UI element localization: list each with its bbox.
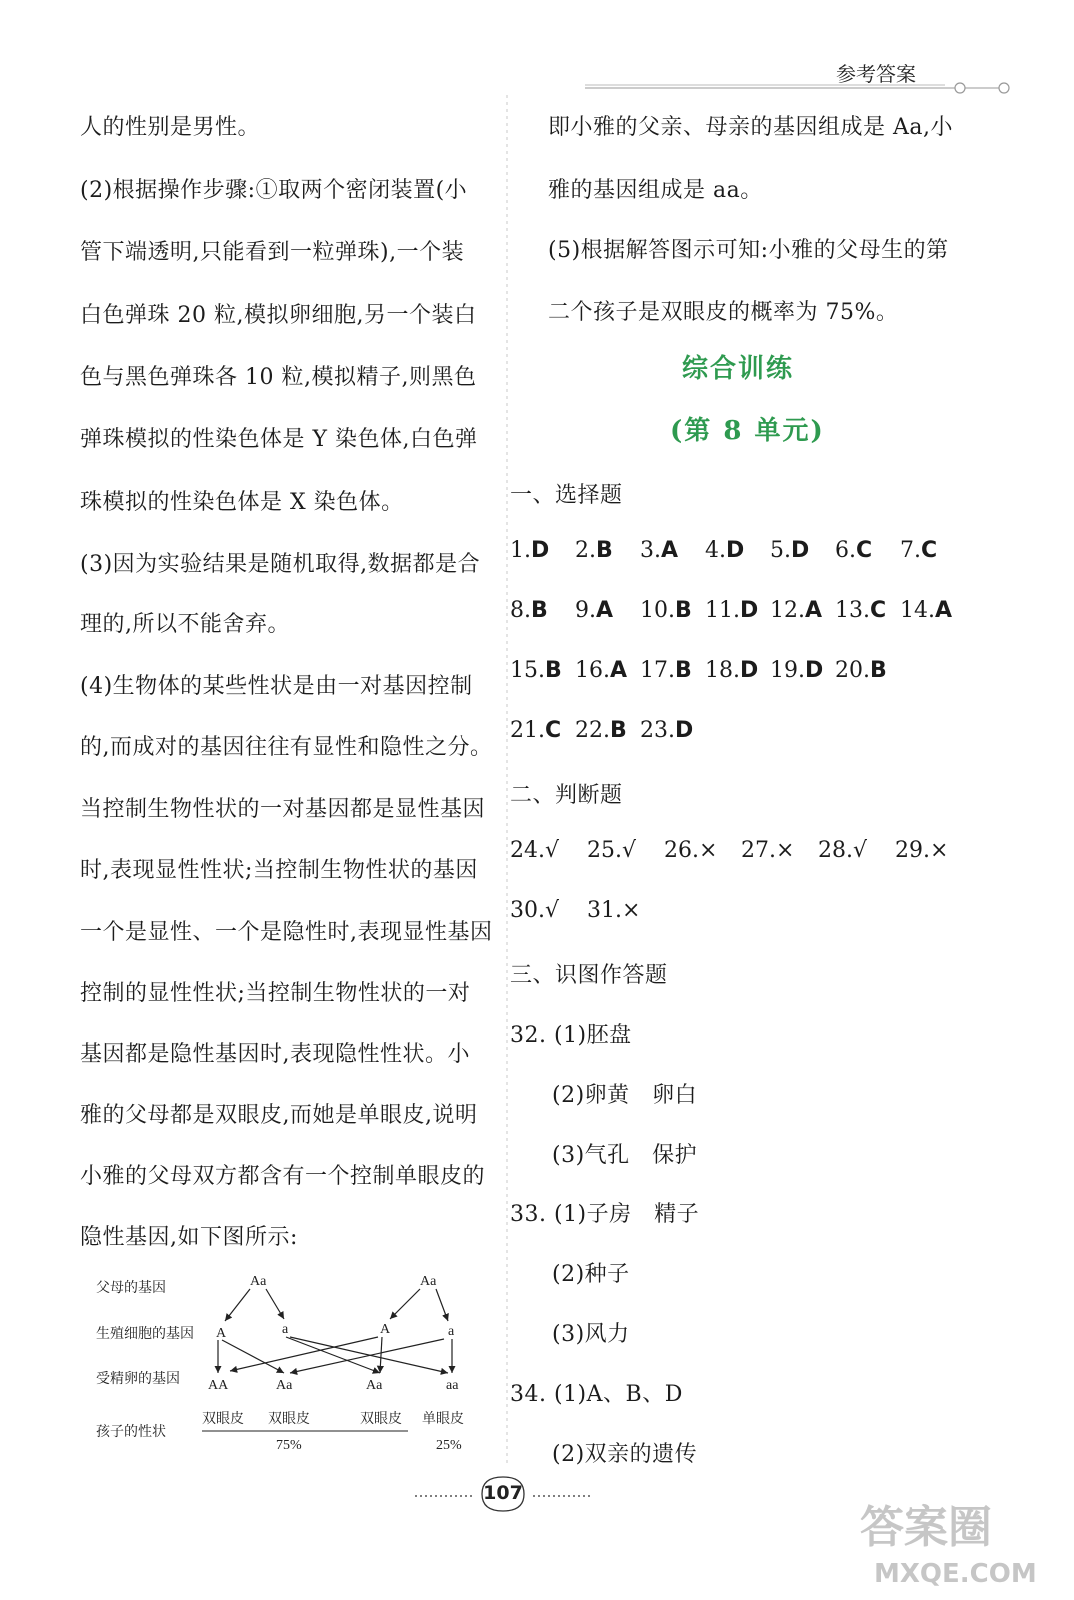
- answer-value: A: [935, 598, 953, 623]
- answer-number: 9.: [575, 598, 596, 623]
- answer-number: 3.: [640, 538, 661, 563]
- page-number: 107: [483, 1482, 523, 1504]
- answer-value: D: [805, 658, 824, 683]
- left-line: (2)根据操作步骤:①取两个密闭装置(小: [80, 178, 468, 203]
- answer-value: C: [545, 718, 562, 743]
- row-label-parents: 父母的基因: [96, 1280, 166, 1296]
- gamete-gene: A: [216, 1326, 227, 1341]
- right-line: 二个孩子是双眼皮的概率为 75%。: [548, 300, 899, 325]
- answer-number: 27.: [741, 838, 776, 863]
- child-trait: 双眼皮: [202, 1411, 244, 1427]
- zygote-gene: aa: [446, 1378, 459, 1393]
- answer-number: 15.: [510, 658, 545, 683]
- answer-item: [835, 538, 872, 563]
- answer-value: D: [791, 538, 810, 563]
- left-line: 一个是显性、一个是隐性时,表现显性基因: [80, 920, 493, 945]
- section-title: 综合训练: [682, 354, 795, 384]
- answer-item: [900, 538, 937, 563]
- answer-value: A: [661, 538, 679, 563]
- answer-value: C: [856, 538, 873, 563]
- answer-item: [705, 658, 758, 683]
- left-line: 管下端透明,只能看到一粒弹珠),一个装: [80, 240, 465, 265]
- zygote-gene: Aa: [366, 1378, 383, 1393]
- answer-value: D: [726, 538, 745, 563]
- answer-item: [835, 598, 886, 623]
- right-line: (5)根据解答图示可知:小雅的父母生的第: [548, 238, 949, 263]
- left-line: 隐性基因,如下图所示:: [80, 1225, 298, 1250]
- answer-value: ×: [930, 838, 949, 863]
- left-line: 时,表现显性性状;当控制生物性状的基因: [80, 858, 478, 883]
- part3-line: (2)卵黄 卵白: [552, 1083, 698, 1108]
- answer-value: ×: [699, 838, 718, 863]
- gamete-gene: a: [448, 1324, 455, 1339]
- percent-single: 25%: [436, 1438, 462, 1453]
- answer-number: 4.: [705, 538, 726, 563]
- answer-value: B: [610, 718, 627, 743]
- answer-number: 17.: [640, 658, 675, 683]
- page-header-title: 参考答案: [836, 62, 916, 86]
- answer-number: 18.: [705, 658, 740, 683]
- left-line: 基因都是隐性基因时,表现隐性性状。小: [80, 1042, 470, 1067]
- answer-number: 26.: [664, 838, 699, 863]
- answer-item: [705, 598, 758, 623]
- answer-item: [510, 838, 559, 863]
- answer-item: [770, 658, 823, 683]
- answer-number: 11.: [705, 598, 740, 623]
- child-trait: 单眼皮: [422, 1411, 464, 1427]
- answer-value: A: [596, 598, 614, 623]
- gamete-gene: A: [380, 1322, 391, 1337]
- answer-number: 25.: [587, 838, 622, 863]
- answer-value: √: [545, 838, 560, 863]
- row-label-gametes: 生殖细胞的基因: [96, 1326, 194, 1342]
- header-rule: [585, 80, 1015, 96]
- answer-item: [575, 718, 627, 743]
- answer-value: A: [610, 658, 628, 683]
- left-line: 人的性别是男性。: [80, 115, 261, 140]
- right-line: 雅的基因组成是 aa。: [548, 178, 763, 203]
- left-line: 弹珠模拟的性染色体是 Y 染色体,白色弹: [80, 427, 478, 452]
- inheritance-diagram: [90, 1265, 500, 1470]
- answer-item: [510, 718, 561, 743]
- row-label-zygotes: 受精卵的基因: [96, 1371, 180, 1387]
- left-line: 珠模拟的性染色体是 X 染色体。: [80, 490, 404, 515]
- answer-item: [770, 538, 809, 563]
- part3-line: 34. (1)A、B、D: [510, 1382, 683, 1407]
- column-divider: [505, 95, 509, 1465]
- answer-value: A: [805, 598, 823, 623]
- part3-title: 三、识图作答题: [510, 963, 668, 988]
- answer-value: B: [531, 598, 548, 623]
- answer-item: [575, 538, 613, 563]
- answer-value: ×: [622, 898, 641, 923]
- answer-number: 8.: [510, 598, 531, 623]
- left-line: 雅的父母都是双眼皮,而她是单眼皮,说明: [80, 1103, 478, 1128]
- answer-item: [510, 898, 559, 923]
- answer-number: 16.: [575, 658, 610, 683]
- answer-number: 30.: [510, 898, 545, 923]
- answer-number: 1.: [510, 538, 531, 563]
- part1-title: 一、选择题: [510, 483, 623, 508]
- right-line: 即小雅的父亲、母亲的基因组成是 Aa,小: [548, 115, 953, 140]
- part3-line: (3)气孔 保护: [552, 1143, 698, 1168]
- parent-gene: Aa: [250, 1274, 267, 1289]
- answer-item: [575, 598, 613, 623]
- answer-value: C: [921, 538, 938, 563]
- answer-item: [587, 898, 640, 923]
- answer-item: [640, 598, 692, 623]
- answer-value: B: [596, 538, 613, 563]
- row-label-traits: 孩子的性状: [96, 1424, 166, 1440]
- answer-value: √: [545, 898, 560, 923]
- answer-value: B: [870, 658, 887, 683]
- answer-number: 7.: [900, 538, 921, 563]
- answer-item: [587, 838, 636, 863]
- part3-line: (2)种子: [552, 1262, 630, 1287]
- zygote-gene: Aa: [276, 1378, 293, 1393]
- answer-value: √: [622, 838, 637, 863]
- watermark-logo-text: 答案圈: [860, 1502, 992, 1553]
- child-trait: 双眼皮: [360, 1411, 402, 1427]
- answer-number: 2.: [575, 538, 596, 563]
- answer-number: 6.: [835, 538, 856, 563]
- gamete-gene: a: [282, 1322, 289, 1337]
- answer-number: 22.: [575, 718, 610, 743]
- answer-item: [770, 598, 822, 623]
- left-line: 理的,所以不能舍弃。: [80, 612, 290, 637]
- child-trait: 双眼皮: [268, 1411, 310, 1427]
- answer-value: B: [675, 598, 692, 623]
- part3-line: 33. (1)子房 精子: [510, 1202, 700, 1227]
- answer-value: D: [531, 538, 550, 563]
- answer-value: C: [870, 598, 887, 623]
- left-line: 当控制生物性状的一对基因都是显性基因: [80, 797, 486, 822]
- answer-number: 24.: [510, 838, 545, 863]
- left-line: 白色弹珠 20 粒,模拟卵细胞,另一个装白: [80, 303, 477, 328]
- answer-item: [835, 658, 887, 683]
- answer-number: 13.: [835, 598, 870, 623]
- left-line: (4)生物体的某些性状是由一对基因控制: [80, 674, 473, 699]
- answer-value: B: [545, 658, 562, 683]
- answer-number: 23.: [640, 718, 675, 743]
- answer-value: √: [853, 838, 868, 863]
- site-watermark: [840, 1490, 1050, 1590]
- answer-value: D: [740, 658, 759, 683]
- answer-item: [895, 838, 948, 863]
- answer-number: 5.: [770, 538, 791, 563]
- left-line: 色与黑色弹珠各 10 粒,模拟精子,则黑色: [80, 365, 477, 390]
- watermark-url: MXQE.COM: [874, 1559, 1037, 1589]
- answer-item: [510, 598, 548, 623]
- part2-title: 二、判断题: [510, 783, 623, 808]
- answer-item: [705, 538, 744, 563]
- left-line: (3)因为实验结果是随机取得,数据都是合: [80, 552, 481, 577]
- left-line: 控制的显性性状;当控制生物性状的一对: [80, 981, 471, 1006]
- zygote-gene: AA: [208, 1378, 229, 1393]
- answer-item: [640, 718, 693, 743]
- answer-number: 19.: [770, 658, 805, 683]
- answer-item: [741, 838, 794, 863]
- answer-item: [900, 598, 952, 623]
- answer-value: B: [675, 658, 692, 683]
- percent-double: 75%: [276, 1438, 302, 1453]
- section-subtitle: (第 8 单元): [670, 416, 825, 446]
- answer-value: D: [740, 598, 759, 623]
- answer-number: 21.: [510, 718, 545, 743]
- answer-number: 28.: [818, 838, 853, 863]
- answer-number: 10.: [640, 598, 675, 623]
- answer-item: [640, 538, 678, 563]
- answer-number: 20.: [835, 658, 870, 683]
- answer-value: D: [675, 718, 694, 743]
- answer-item: [818, 838, 867, 863]
- answer-item: [640, 658, 692, 683]
- answer-number: 29.: [895, 838, 930, 863]
- part3-line: (2)双亲的遗传: [552, 1442, 698, 1467]
- answer-number: 31.: [587, 898, 622, 923]
- answer-number: 12.: [770, 598, 805, 623]
- answer-item: [510, 538, 549, 563]
- parent-gene: Aa: [420, 1274, 437, 1289]
- left-line: 的,而成对的基因往往有显性和隐性之分。: [80, 735, 493, 760]
- answer-value: ×: [776, 838, 795, 863]
- answer-item: [664, 838, 717, 863]
- left-line: 小雅的父母双方都含有一个控制单眼皮的: [80, 1164, 486, 1189]
- answer-item: [510, 658, 562, 683]
- answer-number: 14.: [900, 598, 935, 623]
- answer-item: [575, 658, 627, 683]
- part3-line: (3)风力: [552, 1322, 630, 1347]
- part3-line: 32. (1)胚盘: [510, 1023, 632, 1048]
